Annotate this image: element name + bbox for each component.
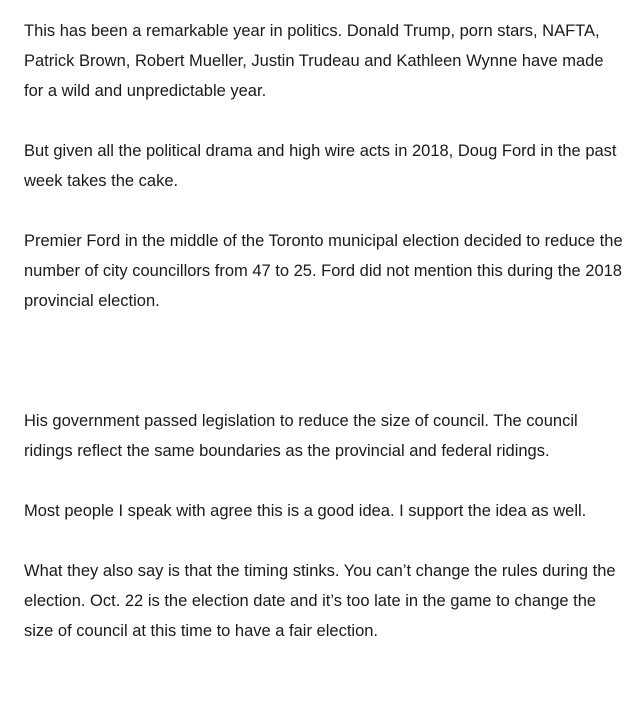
paragraph-5: Most people I speak with agree this is a good idea. I support the idea as well. xyxy=(24,502,587,520)
paragraph-4: His government passed legislation to reduce the size of council. The council ridings reflect the same boundaries as the provincial and federal ridings. xyxy=(24,412,578,460)
article-body xyxy=(24,16,624,676)
blank-space xyxy=(24,346,624,406)
paragraph-1: This has been a remarkable year in politics. Donald Trump, porn stars, NAFTA, Patrick Brown, Robert Mueller, Justin Trudeau and Kathleen Wynne have made for a wild and unpredictable year. xyxy=(24,22,604,100)
paragraph-3: Premier Ford in the middle of the Toronto municipal election decided to reduce the number of city councillors from 47 to 25. Ford did not mention this during the 2018 provincial election. xyxy=(24,232,623,310)
paragraph-2: But given all the political drama and high wire acts in 2018, Doug Ford in the past week takes the cake. xyxy=(24,142,617,190)
paragraph-6: What they also say is that the timing stinks. You can’t change the rules during the election. Oct. 22 is the election date and it’s too late in the game to change the size of council at this time to have a fair election. xyxy=(24,562,616,640)
